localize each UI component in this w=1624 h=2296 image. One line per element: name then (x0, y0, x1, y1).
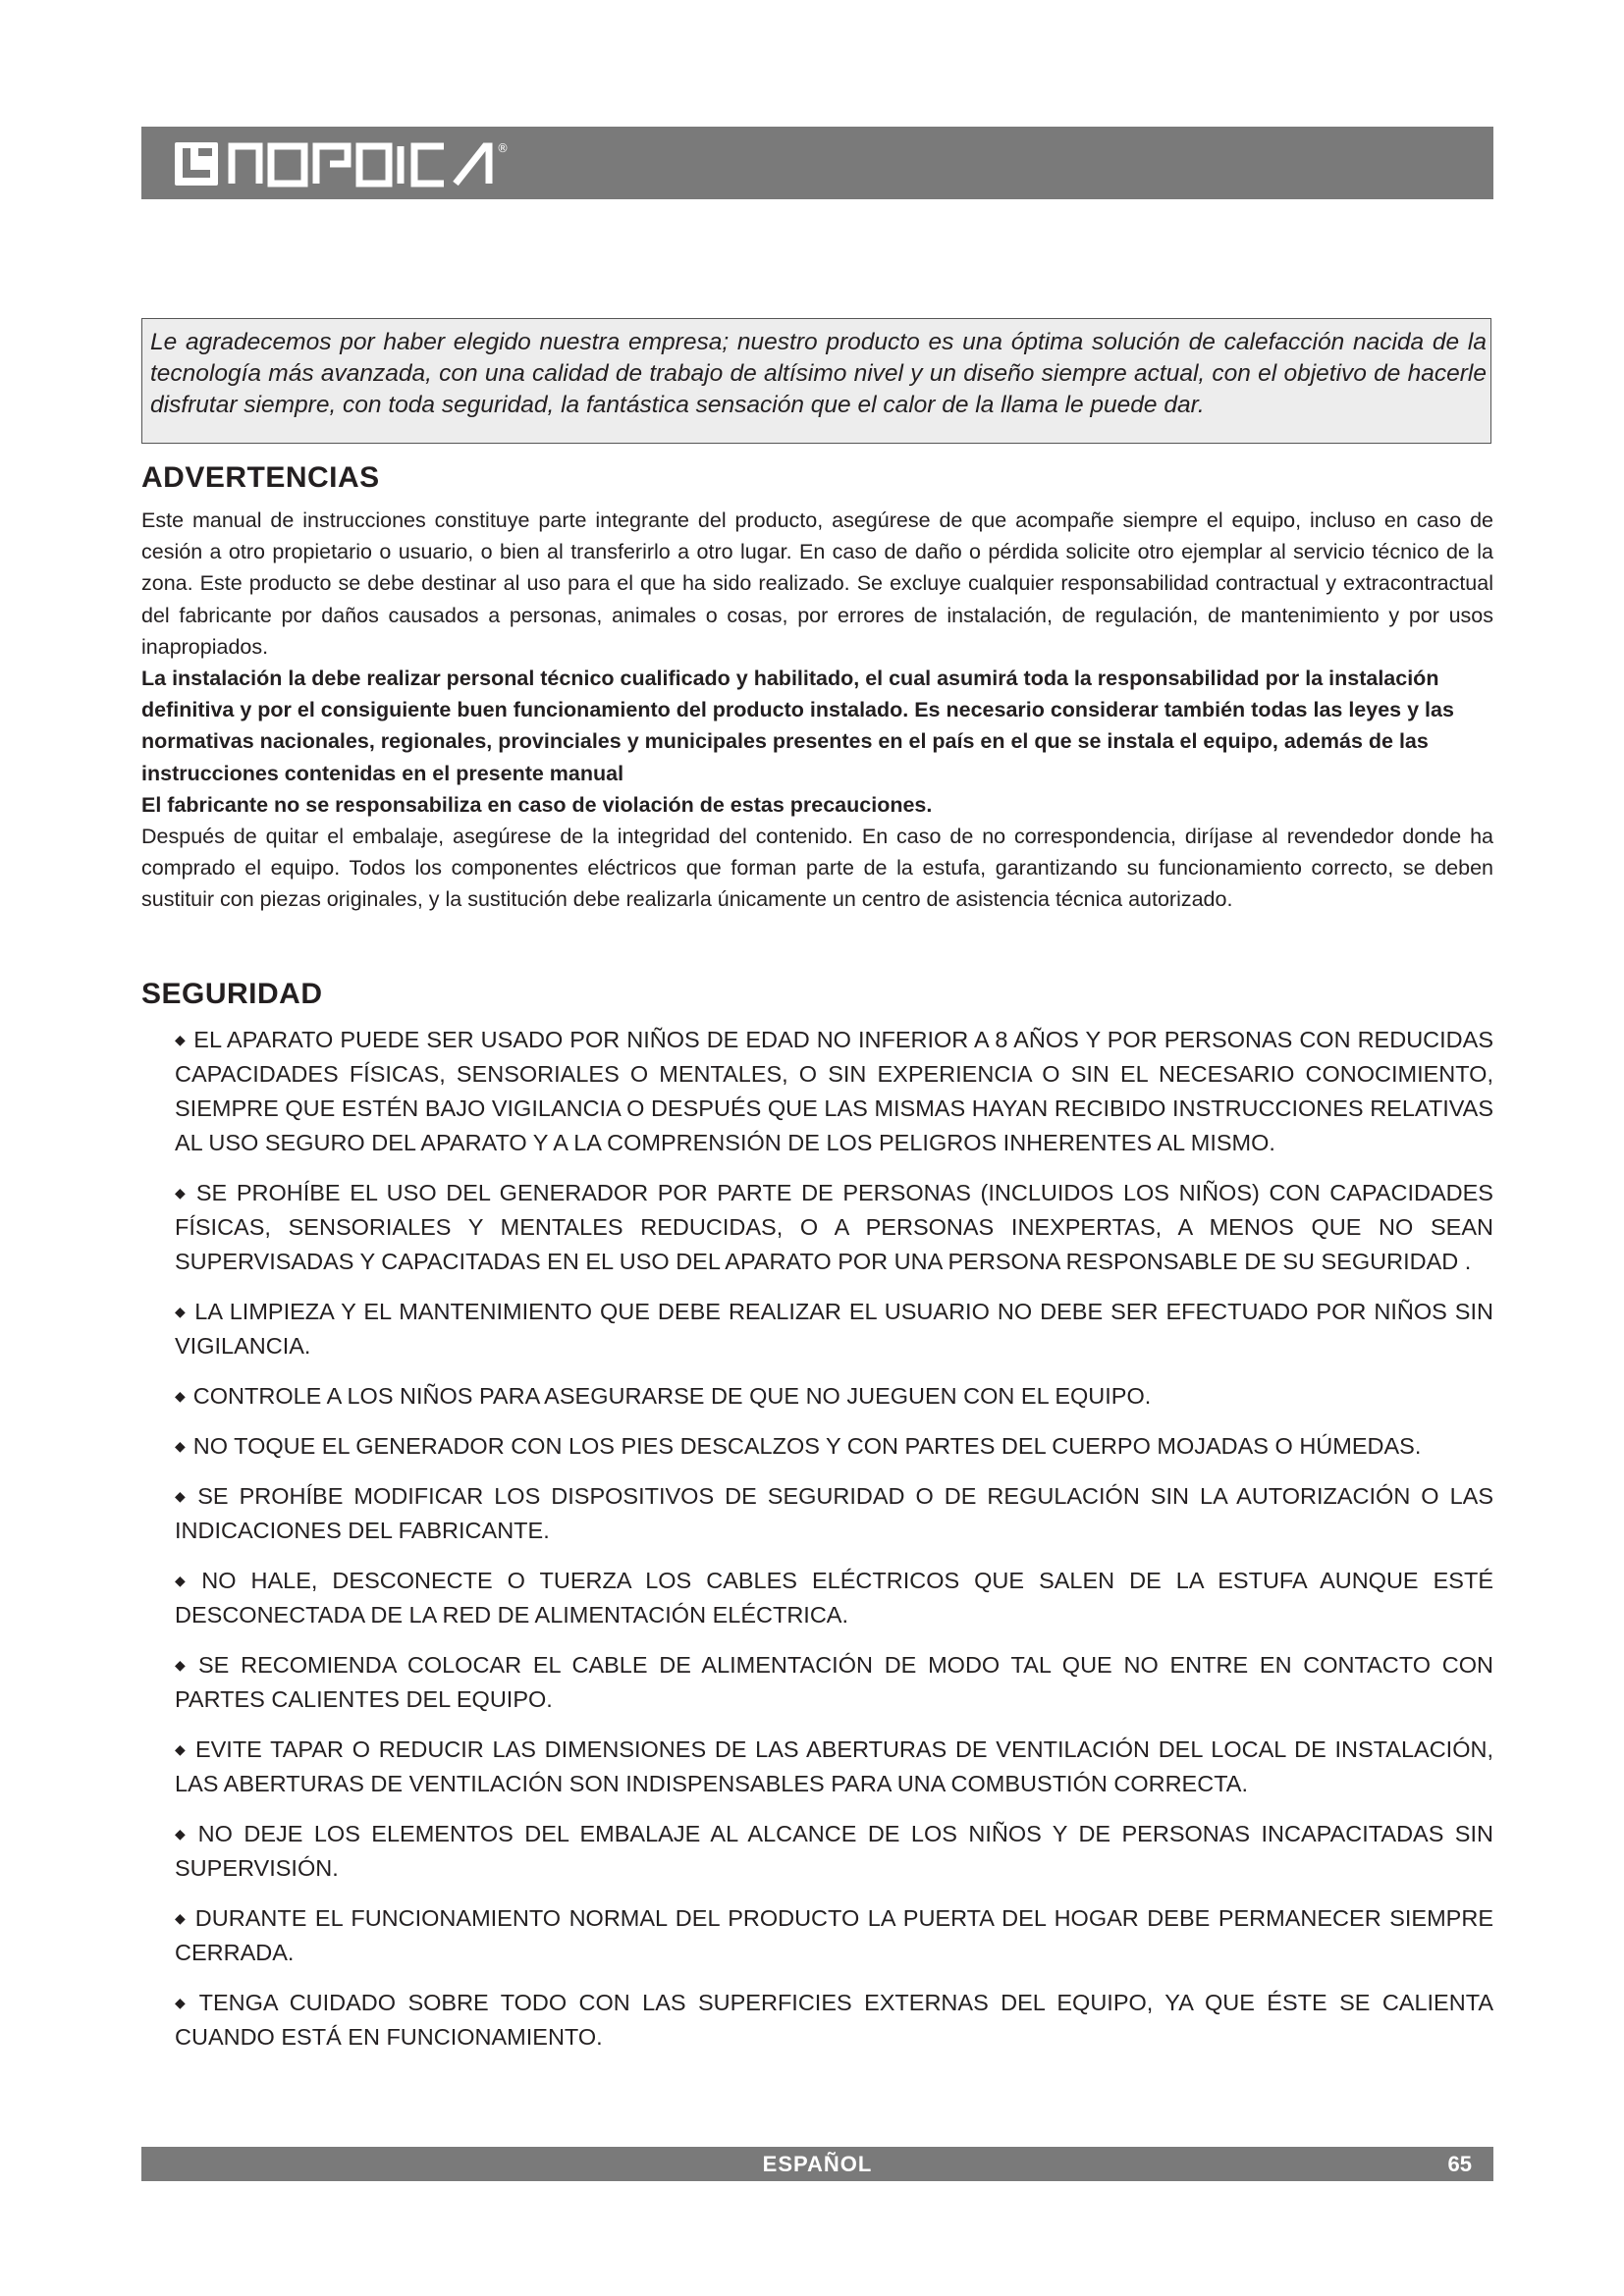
seguridad-item-text: EL APARATO PUEDE SER USADO POR NIÑOS DE EDAD NO INFERIOR A 8 AÑOS Y POR PERSONAS CON REDUCIDAS CAPACIDADES FÍSICAS, SENSORIALES O MENTALES, O SIN EXPERIENCIA O SIN EL NECESARIO CONOCIMIENTO, SIEMPRE QUE ESTÉN BAJO VIGILANCIA O DESPUÉS QUE LAS MISMAS HAYAN RECIBIDO INSTRUCCIONES RELATIVAS AL USO SEGURO DEL APARATO Y A LA COMPRENSIÓN DE LOS PELIGROS INHERENTES AL MISMO. (175, 1027, 1493, 1155)
seguridad-item (175, 1986, 1493, 2055)
bullet-diamond-icon: ◆ (175, 1826, 190, 1842)
bullet-diamond-icon: ◆ (175, 1304, 188, 1319)
svg-text:®: ® (497, 141, 509, 155)
seguridad-item (175, 1379, 1493, 1414)
seguridad-item-text: NO HALE, DESCONECTE O TUERZA LOS CABLES ELÉCTRICOS QUE SALEN DE LA ESTUFA AUNQUE ESTÉ DESCONECTADA DE LA RED DE ALIMENTACIÓN ELÉCTRICA. (175, 1568, 1493, 1628)
seguridad-item (175, 1817, 1493, 1886)
bullet-diamond-icon: ◆ (175, 1032, 187, 1047)
footer-bar (141, 2147, 1493, 2181)
seguridad-item (175, 1901, 1493, 1970)
seguridad-item-text: CONTROLE A LOS NIÑOS PARA ASEGURARSE DE QUE NO JUEGUEN CON EL EQUIPO. (192, 1383, 1152, 1409)
seguridad-item-text: EVITE TAPAR O REDUCIR LAS DIMENSIONES DE LAS ABERTURAS DE VENTILACIÓN DEL LOCAL DE INSTALACIÓN, LAS ABERTURAS DE VENTILACIÓN SON INDISPENSABLES PARA UNA COMBUSTIÓN CORRECTA. (175, 1736, 1493, 1796)
seguridad-item (175, 1564, 1493, 1632)
bullet-diamond-icon: ◆ (175, 1488, 190, 1504)
bullet-diamond-icon: ◆ (175, 1185, 189, 1201)
la-nordica-logo-icon (173, 134, 585, 193)
advertencias-title: ADVERTENCIAS (141, 461, 380, 494)
intro-box (141, 318, 1491, 444)
seguridad-item-text: SE PROHÍBE MODIFICAR LOS DISPOSITIVOS DE SEGURIDAD O DE REGULACIÓN SIN LA AUTORIZACIÓN O LAS INDICACIONES DEL FABRICANTE. (175, 1483, 1493, 1543)
seguridad-item-text: TENGA CUIDADO SOBRE TODO CON LAS SUPERFICIES EXTERNAS DEL EQUIPO, YA QUE ÉSTE SE CALIENTA CUANDO ESTÁ EN FUNCIONAMIENTO. (175, 1990, 1493, 2050)
advertencias-installation-notice: La instalación la debe realizar personal técnico cualificado y habilitado, el cual asumirá toda la responsabilidad por la instalación definitiva y por el consiguiente buen funcionamiento del producto instalado. Es necesario considerar también todas las leyes y las normativas nacionales, regionales, provinciales y municipales presentes en el país en el que se instala el equipo, además de las instrucciones contenidas en el presente manual (141, 667, 1454, 785)
seguridad-item (175, 1733, 1493, 1801)
bullet-diamond-icon: ◆ (175, 1438, 186, 1454)
advertencias-liability-notice: El fabricante no se responsabiliza en caso de violación de estas precauciones. (141, 792, 933, 817)
page-number: 65 (1447, 2152, 1472, 2176)
bullet-diamond-icon: ◆ (175, 1995, 191, 2010)
seguridad-item (175, 1648, 1493, 1717)
seguridad-item-text: SE PROHÍBE EL USO DEL GENERADOR POR PARTE DE PERSONAS (INCLUIDOS LOS NIÑOS) CON CAPACIDADES FÍSICAS, SENSORIALES Y MENTALES REDUCIDAS, O A PERSONAS INEXPERTAS, A MENOS QUE NO SEAN SUPERVISADAS Y CAPACITADAS EN EL USO DEL APARATO POR UNA PERSONA RESPONSABLE DE SU SEGURIDAD . (175, 1180, 1493, 1274)
header-bar (141, 127, 1493, 199)
seguridad-item (175, 1176, 1493, 1279)
bullet-diamond-icon: ◆ (175, 1573, 194, 1588)
seguridad-item-text: NO TOQUE EL GENERADOR CON LOS PIES DESCALZOS Y CON PARTES DEL CUERPO MOJADAS O HÚMEDAS. (192, 1433, 1422, 1459)
seguridad-item (175, 1479, 1493, 1548)
seguridad-item (175, 1429, 1493, 1464)
seguridad-item (175, 1295, 1493, 1363)
seguridad-item (175, 1023, 1493, 1160)
seguridad-item-text: DURANTE EL FUNCIONAMIENTO NORMAL DEL PRODUCTO LA PUERTA DEL HOGAR DEBE PERMANECER SIEMPRE CERRADA. (175, 1905, 1493, 1965)
bullet-diamond-icon: ◆ (175, 1741, 188, 1757)
intro-text: Le agradecemos por haber elegido nuestra empresa; nuestro producto es una óptima solución de calefacción nacida de la tecnología más avanzada, con una calidad de trabajo de altísimo nivel y un diseño siempre actual, con el objetivo de hacerle disfrutar siempre, con toda seguridad, la fantástica sensación que el calor de la llama le puede dar. (150, 329, 1487, 418)
seguridad-item-text: SE RECOMIENDA COLOCAR EL CABLE DE ALIMENTACIÓN DE MODO TAL QUE NO ENTRE EN CONTACTO CON PARTES CALIENTES DEL EQUIPO. (175, 1652, 1493, 1712)
bullet-diamond-icon: ◆ (175, 1388, 186, 1404)
advertencias-body (141, 505, 1493, 916)
advertencias-paragraph-2: Después de quitar el embalaje, asegúrese de la integridad del contenido. En caso de no correspondencia, diríjase al revendedor donde ha comprado el equipo. Todos los componentes eléctricos que forman parte de la estufa, garantizando su funcionamiento correcto, se deben sustituir con piezas originales, y la sustitución debe realizarla únicamente un centro de asistencia técnica autorizado. (141, 825, 1493, 912)
seguridad-item-text: LA LIMPIEZA Y EL MANTENIMIENTO QUE DEBE REALIZAR EL USUARIO NO DEBE SER EFECTUADO POR NIÑOS SIN VIGILANCIA. (175, 1299, 1493, 1359)
seguridad-item-text: NO DEJE LOS ELEMENTOS DEL EMBALAJE AL ALCANCE DE LOS NIÑOS Y DE PERSONAS INCAPACITADAS SIN SUPERVISIÓN. (175, 1821, 1493, 1881)
bullet-diamond-icon: ◆ (175, 1910, 188, 1926)
footer-language: ESPAÑOL (762, 2152, 873, 2176)
seguridad-title: SEGURIDAD (141, 978, 323, 1010)
seguridad-list (175, 1023, 1493, 2070)
bullet-diamond-icon: ◆ (175, 1657, 190, 1673)
advertencias-paragraph-1: Este manual de instrucciones constituye parte integrante del producto, asegúrese de que acompañe siempre el equipo, incluso en caso de cesión a otro propietario o usuario, o bien al transferirlo a otro lugar. En caso de daño o pérdida solicite otro ejemplar al servicio técnico de la zona. Este producto se debe destinar al uso para el que ha sido realizado. Se excluye cualquier responsabilidad contractual y extracontractual del fabricante por daños causados a personas, animales o cosas, por errores de instalación, de regulación, de mantenimiento y por usos inapropiados. (141, 508, 1493, 659)
